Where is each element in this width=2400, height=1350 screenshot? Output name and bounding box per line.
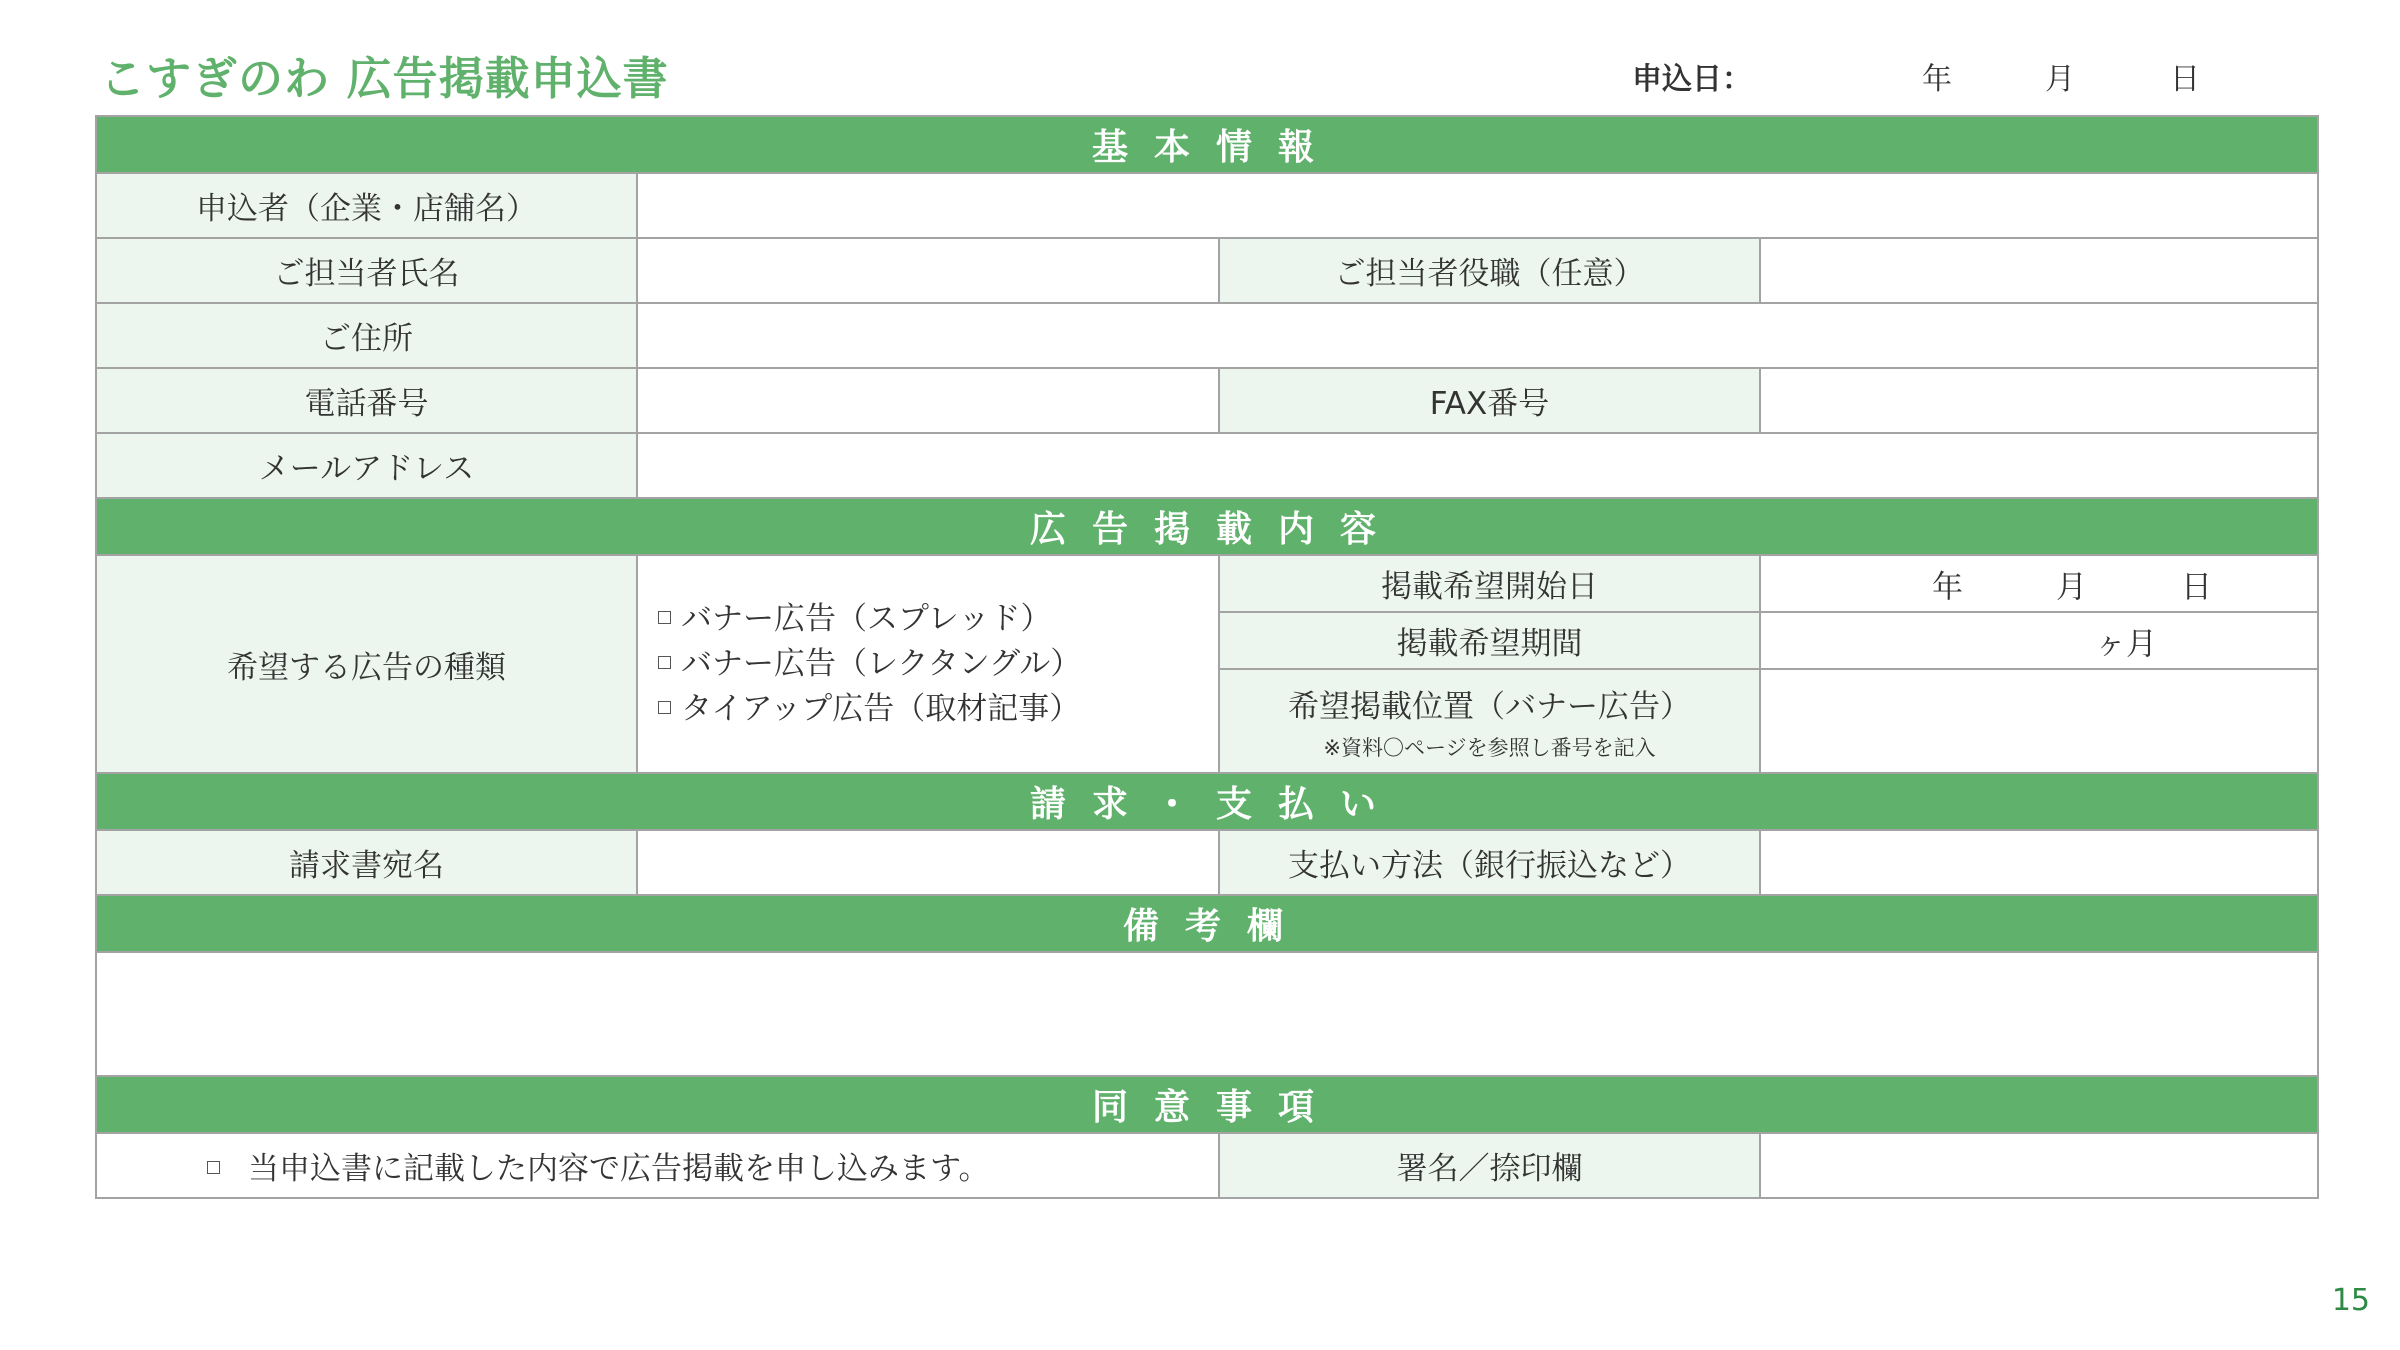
email-label: メールアドレス: [96, 433, 637, 498]
company-name-label: 申込者（企業・店舗名）: [96, 173, 637, 238]
checkbox-icon[interactable]: [658, 611, 671, 624]
position-field[interactable]: [1760, 669, 2318, 773]
ad-type-option-label: タイアップ広告（取材記事）: [681, 690, 1081, 727]
contact-title-label: ご担当者役職（任意）: [1219, 238, 1760, 303]
checkbox-icon[interactable]: [658, 656, 671, 669]
period-field[interactable]: [1760, 612, 2318, 669]
position-label: 希望掲載位置（バナー広告）: [1288, 688, 1691, 725]
application-date-label: 申込日：: [1632, 62, 1752, 97]
phone-field[interactable]: [637, 368, 1219, 433]
section-consent: 同意事項: [96, 1076, 2318, 1133]
period-label: 掲載希望期間: [1219, 612, 1760, 669]
invoice-name-label: 請求書宛名: [96, 830, 637, 895]
consent-statement-text: 当申込書に記載した内容で広告掲載を申し込みます。: [248, 1151, 990, 1187]
signature-field[interactable]: [1760, 1133, 2318, 1198]
checkbox-icon[interactable]: [207, 1161, 220, 1174]
fax-label: FAX番号: [1219, 368, 1760, 433]
payment-method-field[interactable]: [1760, 830, 2318, 895]
start-date-label: 掲載希望開始日: [1219, 555, 1760, 612]
ad-type-option[interactable]: [658, 687, 1210, 732]
section-basic-info: 基本情報: [96, 116, 2318, 173]
ad-type-options: [637, 555, 1219, 773]
section-remarks: 備考欄: [96, 895, 2318, 952]
page-number: 15: [2331, 1283, 2370, 1318]
ad-type-option[interactable]: [658, 642, 1210, 687]
contact-name-label: ご担当者氏名: [96, 238, 637, 303]
start-date-year: 年: [1932, 569, 1963, 605]
position-note: ※資料〇ページを参照し番号を記入: [1323, 735, 1656, 760]
start-date-month: 月: [2056, 569, 2087, 605]
application-date-month[interactable]: 月: [2045, 62, 2075, 97]
period-unit: ヶ月: [2095, 626, 2157, 662]
contact-name-field[interactable]: [637, 238, 1219, 303]
application-date-year[interactable]: 年: [1922, 62, 1952, 97]
fax-field[interactable]: [1760, 368, 2318, 433]
start-date-day: 日: [2181, 569, 2212, 605]
form-title: こすぎのわ 広告掲載申込書: [100, 52, 669, 105]
company-name-field[interactable]: [637, 173, 2318, 238]
contact-title-field[interactable]: [1760, 238, 2318, 303]
section-ad-content: 広告掲載内容: [96, 498, 2318, 555]
start-date-field[interactable]: [1760, 555, 2318, 612]
phone-label: 電話番号: [96, 368, 637, 433]
ad-type-label: 希望する広告の種類: [96, 555, 637, 773]
address-field[interactable]: [637, 303, 2318, 368]
invoice-name-field[interactable]: [637, 830, 1219, 895]
application-date-day[interactable]: 日: [2170, 62, 2200, 97]
payment-method-label: 支払い方法（銀行振込など）: [1219, 830, 1760, 895]
consent-statement[interactable]: [96, 1133, 1219, 1198]
address-label: ご住所: [96, 303, 637, 368]
remarks-field[interactable]: [96, 952, 2318, 1076]
application-form: [95, 115, 2319, 1199]
email-field[interactable]: [637, 433, 2318, 498]
ad-type-option[interactable]: [658, 597, 1210, 642]
ad-type-option-label: バナー広告（スプレッド）: [681, 600, 1052, 637]
checkbox-icon[interactable]: [658, 701, 671, 714]
position-label-cell: [1219, 669, 1760, 773]
ad-type-option-label: バナー広告（レクタングル）: [681, 645, 1082, 682]
section-billing: 請求・支払い: [96, 773, 2318, 830]
signature-label: 署名／捺印欄: [1219, 1133, 1760, 1198]
